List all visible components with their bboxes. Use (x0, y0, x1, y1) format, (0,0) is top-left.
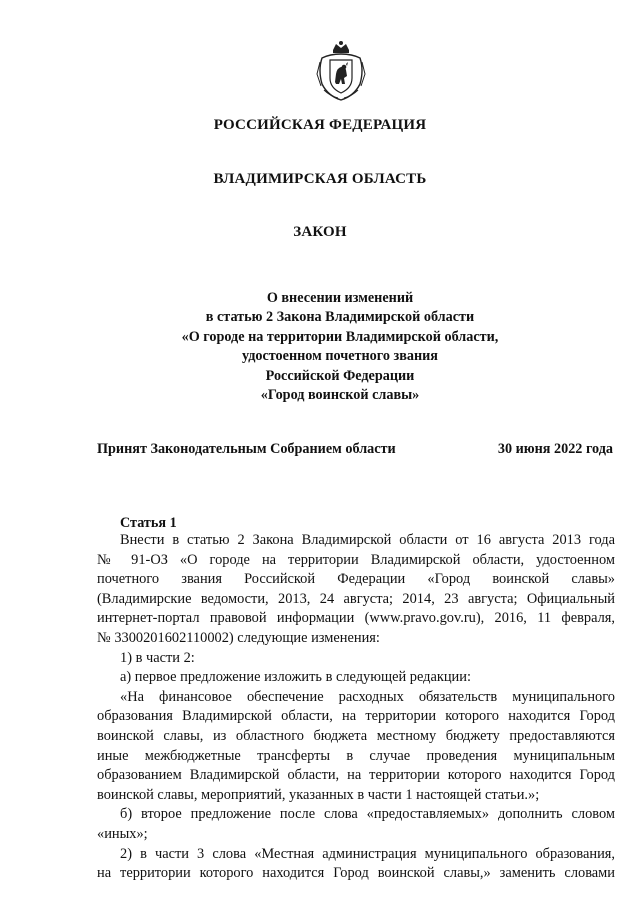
coat-of-arms-icon (316, 40, 366, 102)
law-title-line: «Город воинской славы» (260, 387, 420, 404)
body-line: интернет-портал правовой информации (www.pravo.gov.ru), 2016, 11 февраля, (97, 610, 615, 627)
body-line: № 3300201602110002) следующие изменения: (97, 629, 380, 646)
body-line: № 91-ОЗ «О городе на территории Владимирской области, удостоенном (97, 551, 615, 568)
body-line: почетного звания Российской Федерации «Город воинской славы» (97, 571, 615, 588)
body-line: «иных»; (97, 825, 148, 842)
body-line: образованием Владимирской области, на территории которого находится Город (97, 767, 615, 784)
body-line: «На финансовое обеспечение расходных обязательств муниципального (120, 688, 615, 705)
body-line: иные межбюджетные трансферты в случае проведения муниципальным (97, 747, 615, 764)
body-line: Внести в статью 2 Закона Владимирской области от 16 августа 2013 года (120, 532, 615, 548)
adoption-label: Принят Законодательным Собранием области (97, 441, 396, 457)
law-title-line: Российской Федерации (265, 367, 415, 384)
adoption-line (97, 441, 613, 458)
law-title-line: в статью 2 Закона Владимирской области (205, 309, 475, 326)
body-line: а) первое предложение изложить в следующей редакции: (120, 669, 471, 686)
article-body (97, 531, 615, 884)
law-title-line: «О городе на территории Владимирской области, (181, 328, 499, 345)
law-title-line: О внесении изменений (266, 290, 414, 306)
document-type-heading: ЗАКОН (293, 224, 347, 240)
body-line: 2) в части 3 слова «Местная администрация муниципального образования, (120, 845, 615, 862)
body-line: на территории которого находится Город воинской славы,» заменить словами (97, 865, 615, 882)
country-heading: РОССИЙСКАЯ ФЕДЕРАЦИЯ (213, 117, 427, 133)
law-title-line: удостоенном почетного звания (242, 348, 438, 365)
body-line: (Владимирские ведомости, 2013, 24 августа; 2014, 23 августа; Официальный (97, 590, 615, 607)
law-title (150, 289, 530, 405)
body-line: б) второе предложение после слова «предоставляемых» дополнить словом (120, 806, 615, 823)
article-heading: Статья 1 (120, 515, 177, 531)
region-heading: ВЛАДИМИРСКАЯ ОБЛАСТЬ (213, 171, 427, 187)
body-line: образования Владимирской области, на территории которого находится Город (97, 708, 615, 725)
body-line: 1) в части 2: (120, 649, 195, 666)
adoption-date: 30 июня 2022 года (497, 441, 613, 457)
body-line: воинской славы, из областного бюджета местному бюджету предоставляются (97, 727, 615, 744)
body-line: воинской славы, мероприятий, указанных в части 1 настоящей статьи.»; (97, 786, 540, 803)
